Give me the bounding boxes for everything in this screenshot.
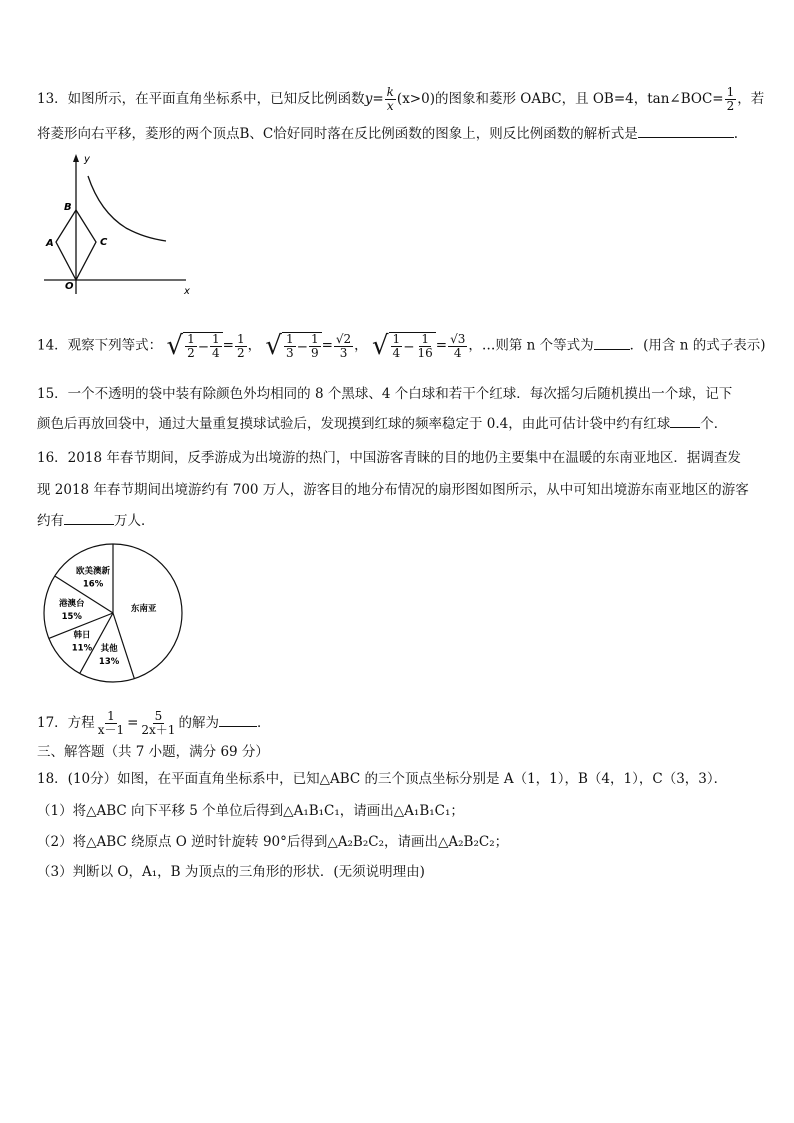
q16-line3	[37, 511, 155, 531]
q16-answer-blank[interactable]	[64, 524, 114, 525]
label-O: O	[65, 281, 74, 292]
pie-percent-2: 11%	[71, 643, 93, 654]
q16-end: 万人．	[114, 513, 155, 529]
pie-percent-3: 13%	[98, 657, 120, 668]
pie-label-0: 欧美澳新	[76, 566, 111, 577]
pie-label-2: 韩日	[73, 630, 91, 641]
q14-eq1: √ $\frac{1}{2}$ − $\frac{1}{4}$	[166, 332, 222, 360]
q16-line2: 现 2018 年春节期间出境游约有 700 万人，游客目的地分布情况的扇形图如图所示，从中可知出境游东南亚地区的游客	[37, 482, 749, 498]
q13-half: $\frac{1}{2}$	[726, 85, 735, 113]
q14-prefix: 14．观察下列等式：	[37, 337, 163, 354]
label-A: A	[46, 238, 54, 249]
hyperbola-curve	[88, 176, 166, 241]
q13-line2	[37, 124, 738, 144]
label-x: x	[184, 286, 190, 297]
q13-end: .	[733, 126, 739, 142]
q18-part1: （1）将△ABC 向下平移 5 个单位后得到△A₁B₁C₁，请画出△A₁B₁C₁；	[37, 803, 464, 819]
y-axis-arrow	[73, 154, 79, 162]
q17-prefix: 17．方程	[37, 715, 95, 731]
q15-answer-blank[interactable]	[670, 427, 700, 428]
q15-line1: 15．一个不透明的袋中装有除颜色外均相同的 8 个黑球、4 个白球和若干个红球．每次摇匀后随机摸出一个球，记下	[37, 386, 733, 402]
q17-answer-blank[interactable]	[219, 726, 257, 727]
q14-answer-blank[interactable]	[594, 349, 630, 350]
q14-end: ．(用含 n 的式子表示)	[629, 337, 766, 354]
pie-label-3: 其他	[100, 644, 118, 655]
pie-percent-1: 15%	[61, 612, 82, 623]
q14-line: 14．观察下列等式： √ $\frac{1}{2}$ − $\frac{1}{4}$ = $\frac{1}{2}$ ， √ $\frac{1}{3}$ − $\frac{1}{9}$ = $\frac{√2}{3}$ ， √ $\frac{1}{4}$ − $\frac{1}{16}$ = $\frac{√3}{4}$ ，…则第 n 个等式为 ．(用含 n 的式子表示)	[37, 331, 766, 361]
q17-right-frac: $\frac{5}{2x+1}$	[141, 709, 176, 737]
q14-eq3: √ $\frac{1}{4}$ − $\frac{1}{16}$	[372, 332, 436, 360]
q17-suffix: 的解为	[178, 715, 219, 731]
q17-end: ．	[256, 715, 271, 731]
label-C: C	[100, 237, 108, 248]
q13-line1	[37, 86, 764, 113]
q15-line2-text: 颜色后再放回袋中，通过大量重复摸球试验后，发现摸到红球的频率稳定于 0.4，由此可估计袋中约有红球	[37, 416, 671, 432]
q13-figure	[38, 152, 198, 302]
q13-k-over-x: $\frac{k}{x}$	[386, 85, 394, 113]
q15-end: 个．	[700, 416, 728, 432]
q13-line2-text: 将菱形向右平移，菱形的两个顶点B、C恰好同时落在反比例函数的图象上，则反比例函数的解析式是	[37, 126, 638, 142]
section3-heading: 三、解答题（共 7 小题，满分 69 分）	[37, 744, 269, 760]
q17-line	[37, 710, 270, 737]
q13-prefix: 13．如图所示，在平面直角坐标系中，已知反比例函数	[37, 91, 365, 107]
pie-label-1: 港澳台	[59, 599, 85, 610]
q18-part3: （3）判断以 O，A₁，B 为顶点的三角形的形状．(无须说明理由)	[37, 864, 425, 880]
q13-suffix: ，若	[737, 91, 765, 107]
pie-percent-0: 16%	[82, 579, 104, 590]
pie-label-4: 东南亚	[130, 604, 157, 615]
q14-suffix: ，…则第 n 个等式为	[468, 337, 594, 354]
label-y: y	[84, 154, 90, 165]
q17-left-frac: $\frac{1}{x-1}$	[97, 709, 125, 737]
q16-line1: 16．2018 年春节期间，反季游成为出境游的热门，中国游客青睐的目的地仍主要集中在温暖的东南亚地区．据调查发	[37, 450, 741, 466]
q18-part2: （2）将△ABC 绕原点 O 逆时针旋转 90°后得到△A₂B₂C₂，请画出△A₂B₂C₂；	[37, 834, 509, 850]
q18-stem: 18．(10分）如图，在平面直角坐标系中，已知△ABC 的三个顶点坐标分别是 A（1，1），B（4，1），C（3，3）．	[37, 771, 728, 787]
q13-answer-blank[interactable]	[638, 137, 734, 138]
q14-eq2: √ $\frac{1}{3}$ − $\frac{1}{9}$	[265, 332, 321, 360]
q13-condition: (x>0)的图象和菱形 OABC，且 OB=4，tan∠BOC=	[396, 91, 724, 107]
label-B: B	[64, 202, 72, 213]
q13-y-eq: y=	[364, 91, 384, 107]
q15-line2	[37, 414, 727, 434]
q17-equals: =	[127, 715, 139, 731]
destination-pie-chart	[40, 540, 190, 690]
q16-line3-text: 约有	[37, 513, 64, 529]
